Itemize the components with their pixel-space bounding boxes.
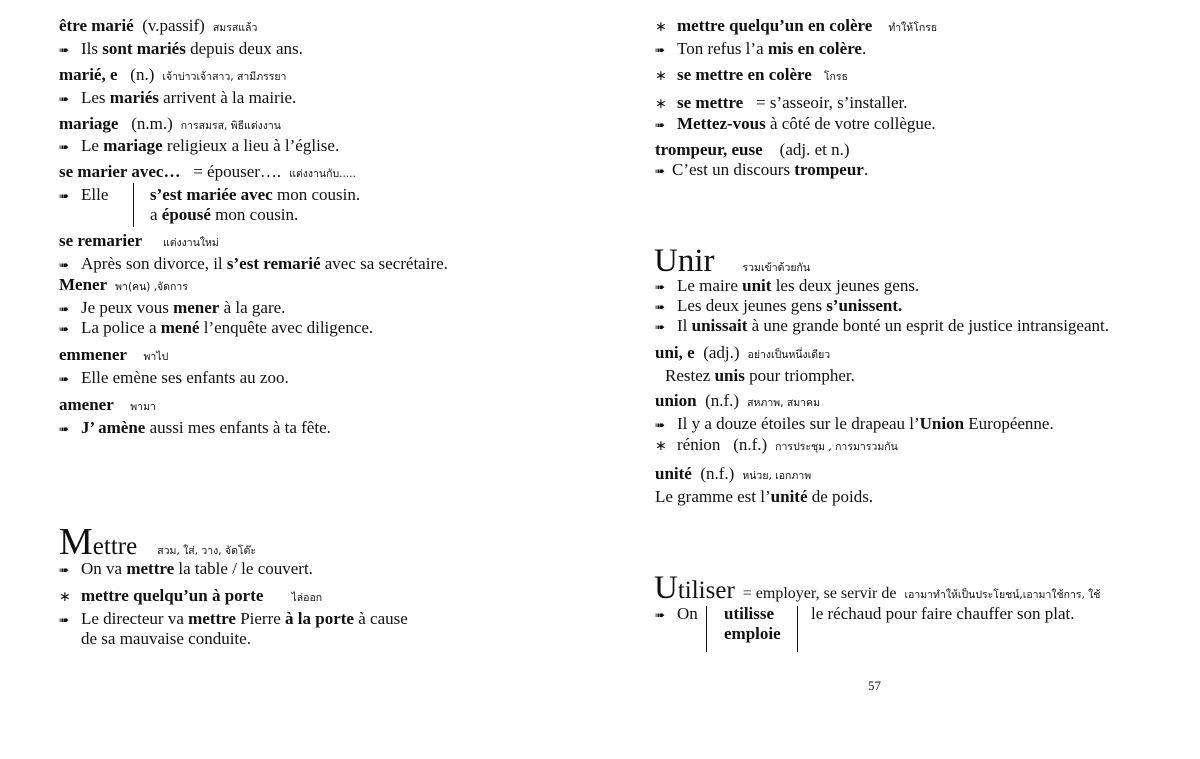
entry-uni-head: uni, e (adj.) อย่างเป็นหนึ่งเดียว [655,343,831,362]
entry-mariage-example: ➠ Le mariage religieux a lieu à l’église. [59,136,340,155]
arrow-icon: ➠ [655,280,666,294]
arrow-icon: ➠ [655,300,666,314]
arrow-icon: ➠ [59,92,70,106]
entry-se-marier-alt2: a épousé mon cousin. [150,205,299,224]
arrow-icon: ➠ [59,322,70,336]
star-icon: ∗ [655,438,667,454]
alternatives-bracket-left [706,606,707,652]
arrow-icon: ➠ [59,258,70,272]
entry-marie-example: ➠ Les mariés arrivent à la mairie. [59,88,297,107]
entry-etre-marie-example: ➠ Ils sont mariés depuis deux ans. [59,39,303,58]
star-icon: ∗ [655,19,667,35]
entry-se-mettre-example: ➠ Mettez-vous à côté de votre collègue. [655,114,936,133]
arrow-icon: ➠ [59,613,70,627]
star-icon: ∗ [655,96,667,112]
arrow-icon: ➠ [59,43,70,57]
entry-mariage-head: mariage (n.m.) การสมรส, พิธีแต่งงาน [59,114,281,133]
alternatives-bracket [133,183,134,227]
star-icon: ∗ [655,68,667,84]
arrow-icon: ➠ [59,372,70,386]
entry-se-marier-alt1: s’est mariée avec mon cousin. [150,185,361,204]
entry-unite-example: Le gramme est l’unité de poids. [655,487,874,506]
entry-amener-head: amener พามา [59,395,156,414]
entry-emmener-example: ➠ Elle emène ses enfants au zoo. [59,368,289,387]
entry-marie-head: marié, e (n.) เจ้าบ่าวเจ้าสาว, สามีภรรยา [59,65,287,84]
entry-unir-example-3: ➠ Il unissait à une grande bonté un esprit de justice intransigeant. [655,316,1109,335]
star-icon: ∗ [59,589,71,605]
arrow-icon: ➠ [655,164,666,178]
arrow-icon: ➠ [59,189,70,203]
entry-unite-head: unité (n.f.) หน่วย, เอกภาพ [655,464,812,483]
entry-unir-example-1: ➠ Le maire unit les deux jeunes gens. [655,276,920,295]
arrow-icon: ➠ [655,320,666,334]
entry-utiliser-verb-2: emploie [724,624,781,643]
entry-mener-head: Mener พา(คน) ,จัดการ [59,275,188,294]
arrow-icon: ➠ [59,302,70,316]
entry-etre-marie-head: être marié (v.passif) สมรสแล้ว [59,16,258,35]
entry-renion-head: ∗ rénion (n.f.) การประชุม , การมารวมกัน [655,435,898,454]
arrow-icon: ➠ [59,140,70,154]
entry-mettre-porte-example-cont: de sa mauvaise conduite. [81,629,251,648]
page-number: 57 [868,678,881,693]
entry-mener-example-2: ➠ La police a mené l’enquête avec diligence. [59,318,374,337]
entry-utiliser-verb-1: utilisse [724,604,775,623]
entry-mettre-colere-example: ➠ Ton refus l’a mis en colère. [655,39,867,58]
entry-se-mettre-head: ∗ se mettre = s’asseoir, s’installer. [655,93,908,112]
entry-mettre-porte-example: ➠ Le directeur va mettre Pierre à la porte à cause [59,609,408,628]
entry-se-marier-subject: ➠ Elle [59,185,109,204]
entry-utiliser-headword: Utiliser = employer, se servir de เอามาทำให้เป็นประโยชน์,เอามาใช้การ, ใช้ [654,570,1101,606]
arrow-icon: ➠ [655,118,666,132]
entry-se-mettre-colere-head: ∗ se mettre en colère โกรธ [655,65,848,84]
entry-trompeur-head: trompeur, euse (adj. et n.) [655,140,850,159]
entry-se-marier-head: se marier avec… = épouser…. แต่งงานกับ..... [59,162,356,181]
arrow-icon: ➠ [59,563,70,577]
entry-amener-example: ➠ J’ amène aussi mes enfants à ta fête. [59,418,331,437]
entry-uni-example: Restez unis pour triompher. [665,366,855,385]
entry-emmener-head: emmener พาไป [59,345,169,364]
entry-mettre-example: ➠ On va mettre la table / le couvert. [59,559,313,578]
arrow-icon: ➠ [655,43,666,57]
entry-union-head: union (n.f.) สหภาพ, สมาคม [655,391,820,410]
entry-union-example: ➠ Il y a douze étoiles sur le drapeau l’Union Européenne. [655,414,1054,433]
arrow-icon: ➠ [59,422,70,436]
entry-mettre-colere-head: ∗ mettre quelqu’un en colère ทำให้โกรธ [655,16,938,35]
entry-trompeur-example: ➠ C’est un discours trompeur. [655,160,869,179]
entry-utiliser-subject: ➠ On [655,604,698,623]
entry-unir-headword: Unir รวมเข้าด้วยกัน [654,243,811,279]
thai-gloss: สมรสแล้ว [212,22,258,34]
entry-mettre-headword: Mettre สวม, ใส่, วาง, จัดโต๊ะ [59,521,256,563]
entry-se-remarier-head: se remarier แต่งงานใหม่ [59,231,219,250]
arrow-icon: ➠ [655,418,666,432]
entry-utiliser-example-tail: le réchaud pour faire chauffer son plat. [811,604,1075,623]
entry-mettre-porte-head: ∗ mettre quelqu’un à porte ไล่ออก [59,586,323,605]
entry-se-remarier-example: ➠ Après son divorce, il s’est remarié avec sa secrétaire. [59,254,448,273]
alternatives-bracket-right [797,606,798,652]
entry-mener-example-1: ➠ Je peux vous mener à la gare. [59,298,286,317]
arrow-icon: ➠ [655,608,666,622]
entry-unir-example-2: ➠ Les deux jeunes gens s’unissent. [655,296,903,315]
